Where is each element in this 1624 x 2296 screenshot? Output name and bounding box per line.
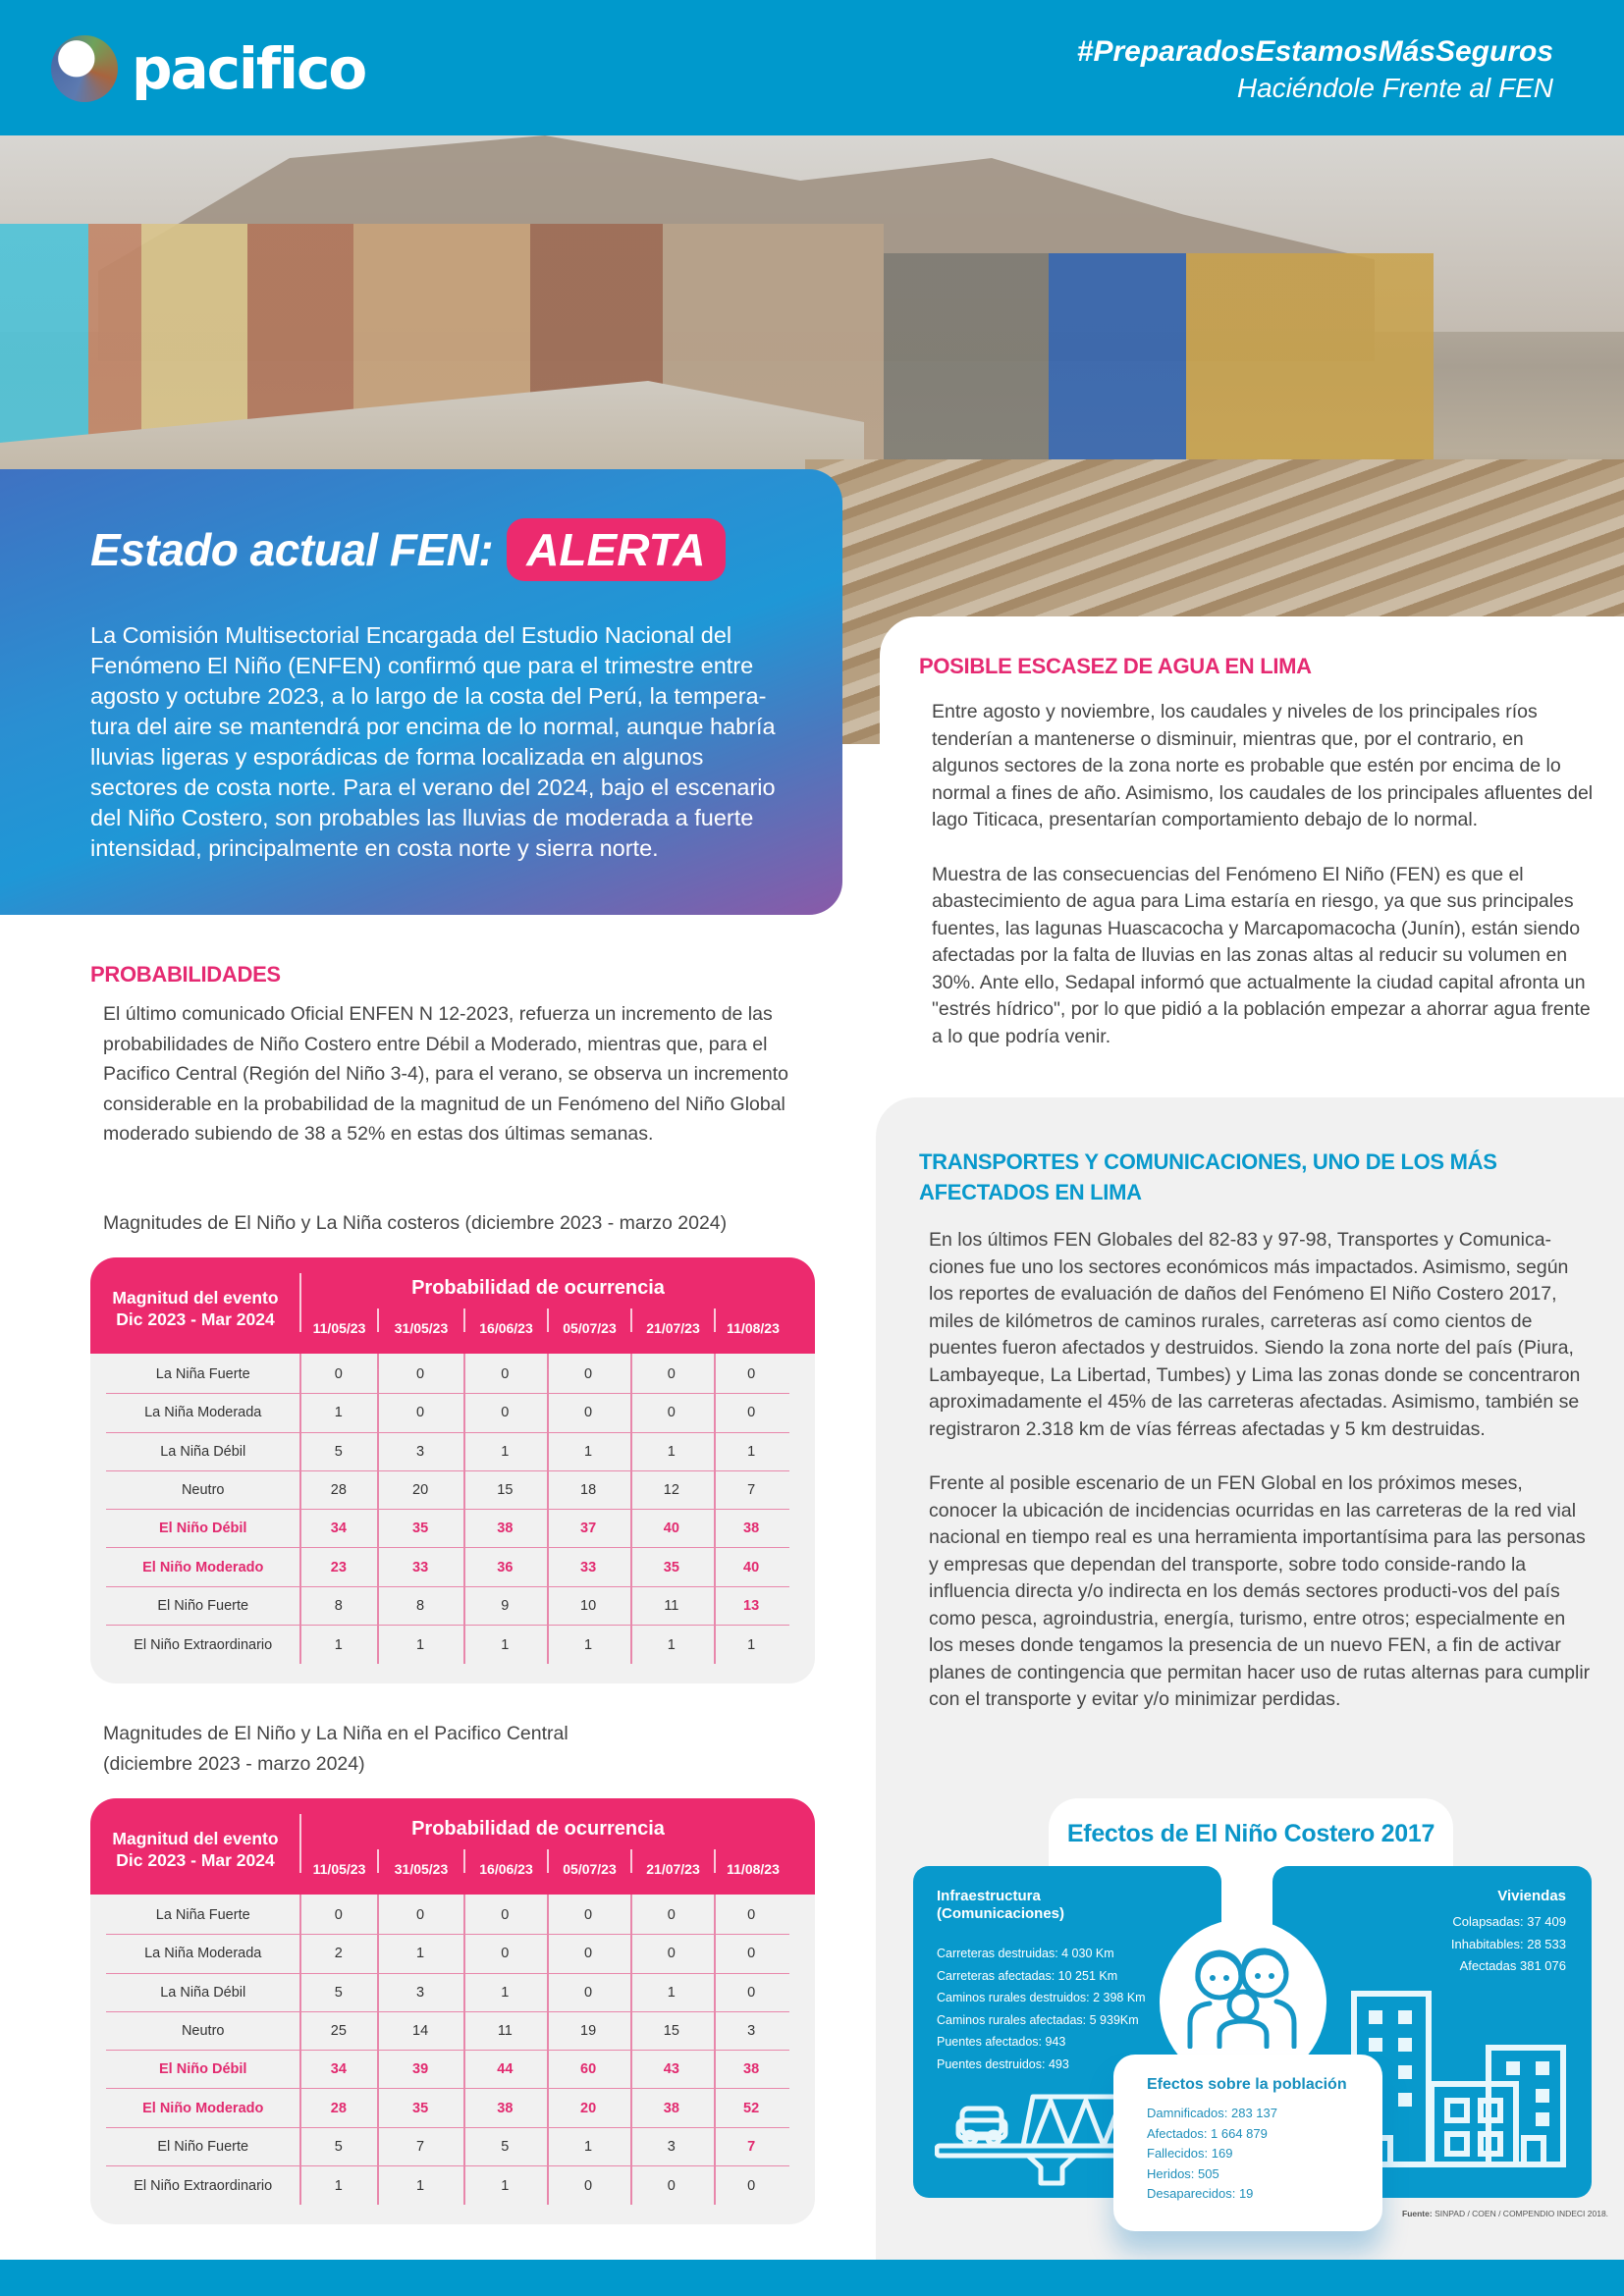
date-column-header: 11/05/23 (312, 1861, 366, 1877)
date-column-header: 21/07/23 (646, 1320, 700, 1336)
table-row (106, 2128, 789, 2166)
list-item: Colapsadas: 37 409 (1452, 1914, 1566, 1929)
family-icon (1184, 1941, 1302, 2049)
population-list (1147, 2104, 1349, 2205)
alert-body: La Comisión Multisectorial Encargada del Estudio Nacional del Fenómeno El Niño (ENFEN) confirmó que para el trimestre entre agosto y octubre 2023, a lo largo de la costa del Perú, la tempera-tura del aire se mantendrá por encima de lo normal, aunque habría lluvias ligeras y esporádicas de forma localizada en algunos sectores de costa norte. Para el verano del 2024, bajo el escenario del Niño Costero, son probables las lluvias de moderada a fuerte intensidad, principalmente en costa norte y sierra norte. (90, 622, 776, 861)
central-pacific-probability-table (90, 1798, 815, 2224)
probability-cell: 0 (667, 2177, 676, 2194)
probability-cell: 5 (501, 2138, 510, 2155)
probability-cell: 2 (334, 1946, 343, 1962)
probability-cell: 0 (667, 1946, 676, 1962)
probability-cell: 7 (747, 1482, 756, 1499)
probability-cell: 38 (497, 1521, 514, 1537)
magnitude-header: Magnitud del evento Dic 2023 - Mar 2024 (112, 1829, 279, 1870)
probability-cell: 0 (747, 1984, 756, 2001)
date-column-header: 11/08/23 (727, 1320, 780, 1336)
list-item: Puentes destruidos: 493 (937, 2056, 1069, 2071)
probability-cell: 0 (584, 1907, 593, 1924)
pacifico-logo-icon (51, 35, 118, 102)
pacifico-logo[interactable] (51, 35, 365, 102)
probability-cell: 1 (334, 1405, 343, 1421)
probability-cell: 3 (416, 1443, 425, 1460)
probability-cell: 52 (743, 2100, 760, 2116)
magnitude-header: Magnitud del evento Dic 2023 - Mar 2024 (112, 1288, 279, 1329)
probability-cell: 0 (584, 1984, 593, 2001)
hashtag: #PreparadosEstamosMásSeguros (1076, 35, 1553, 68)
table-row (106, 1974, 789, 2012)
probability-cell: 34 (330, 1521, 347, 1537)
probability-cell: 12 (663, 1482, 679, 1499)
probability-header: Probabilidad de ocurrencia (411, 1277, 665, 1299)
probability-cell: 1 (584, 2138, 593, 2155)
probability-cell: 3 (416, 1984, 425, 2001)
coastal-probability-table (90, 1257, 815, 1683)
probability-cell: 28 (330, 2100, 347, 2116)
table-2-caption: Magnitudes de El Niño y La Niña en el Pacifico Central (diciembre 2023 - marzo 2024) (103, 1723, 568, 1775)
probability-cell: 44 (497, 2061, 514, 2078)
probability-cell: 8 (334, 1597, 343, 1614)
probability-cell: 0 (501, 1366, 510, 1383)
row-label: El Niño Fuerte (157, 2138, 249, 2155)
campaign-subtitle: Haciéndole Frente al FEN (1236, 73, 1553, 103)
table-row (106, 2089, 789, 2127)
probability-cell: 35 (663, 1559, 679, 1575)
list-item: Afectados: 1 664 879 (1147, 2125, 1268, 2141)
probability-cell: 15 (663, 2023, 679, 2040)
probability-cell: 34 (330, 2061, 347, 2078)
probability-cell: 0 (416, 1366, 425, 1383)
probability-cell: 1 (501, 1636, 510, 1653)
date-column-header: 31/05/23 (394, 1320, 449, 1336)
source-note: Fuente: SINPAD / COEN / COMPENDIO INDECI 2018. (1402, 2209, 1609, 2218)
list-item: Fallecidos: 169 (1147, 2146, 1233, 2161)
table-1-caption: Magnitudes de El Niño y La Niña costeros (diciembre 2023 - marzo 2024) (103, 1212, 728, 1234)
probability-cell: 38 (743, 2061, 760, 2078)
row-label: Neutro (181, 2023, 225, 2040)
probability-cell: 35 (412, 1521, 429, 1537)
population-effects-card (1113, 2055, 1382, 2231)
transport-paragraph-1: En los últimos FEN Globales del 82-83 y 97-98, Transportes y Comunica-ciones fue uno los sectores económicos más impactados. Asimismo, según los reportes de evaluación de daños del Fenómeno El Niño Costero 2017, miles de kilómetros de caminos rurales, carreteras así como cientos de puentes fueron afectados y destruidos. Siendo la zona norte del país (Piura, Lambayeque, La Libertad, Tumbes) y Lima las zonas donde se concentraron aproximadamente el 45% de las carreteras afectadas. Asimismo, también se registraron 2.318 km de vías férreas afectadas y 5 km destruidas. (929, 1229, 1581, 1440)
probability-cell: 0 (501, 1907, 510, 1924)
probability-cell: 35 (412, 2100, 429, 2116)
table-row (106, 2051, 789, 2089)
row-label: La Niña Débil (160, 1443, 246, 1460)
date-column-header: 16/06/23 (479, 1861, 533, 1877)
table-row (106, 1548, 789, 1586)
date-headers (300, 1861, 791, 1877)
probability-cell: 25 (330, 2023, 347, 2040)
table-row (106, 2012, 789, 2051)
table-body (90, 1895, 815, 2224)
probability-header: Probabilidad de ocurrencia (411, 1818, 665, 1840)
probability-cell: 0 (334, 1366, 343, 1383)
probability-cell: 28 (330, 1482, 347, 1499)
table-row (106, 1626, 789, 1664)
probability-cell: 0 (584, 1366, 593, 1383)
probability-cell: 1 (501, 1443, 510, 1460)
alert-status-panel (0, 469, 842, 915)
row-label: El Niño Fuerte (157, 1597, 249, 1614)
list-item: Desaparecidos: 19 (1147, 2186, 1254, 2201)
table-header (90, 1798, 815, 1895)
alert-heading (90, 518, 793, 581)
date-column-header: 05/07/23 (563, 1861, 617, 1877)
date-column-header: 11/08/23 (727, 1861, 780, 1877)
probability-cell: 1 (334, 1636, 343, 1653)
probability-cell: 1 (667, 1984, 676, 2001)
list-item: Caminos rurales destruidos: 2 398 Km (937, 1991, 1146, 2004)
row-label: El Niño Moderado (142, 2100, 264, 2116)
probability-cell: 3 (747, 2023, 756, 2040)
table-row (106, 1510, 789, 1548)
list-item: Heridos: 505 (1147, 2165, 1219, 2181)
date-column-header: 16/06/23 (479, 1320, 533, 1336)
row-label: La Niña Fuerte (155, 1907, 250, 1924)
probability-cell: 5 (334, 2138, 343, 2155)
probability-cell: 37 (580, 1521, 597, 1537)
status-badge: ALERTA (507, 518, 725, 581)
date-headers (300, 1320, 791, 1336)
table-row (106, 1356, 789, 1394)
probability-cell: 1 (416, 1946, 425, 1962)
probability-cell: 0 (584, 1405, 593, 1421)
probability-cell: 0 (747, 1946, 756, 1962)
probability-cell: 1 (667, 1636, 676, 1653)
probability-cell: 1 (334, 2177, 343, 2194)
list-item: Carreteras destruidas: 4 030 Km (937, 1947, 1114, 1960)
water-shortage-section (880, 616, 1624, 1097)
row-label: El Niño Débil (159, 1521, 247, 1537)
housing-title: Viviendas (1497, 1888, 1566, 1904)
probability-cell: 0 (747, 2177, 756, 2194)
probability-cell: 19 (580, 2023, 597, 2040)
list-item: Afectadas 381 076 (1459, 1958, 1566, 1973)
date-column-header: 05/07/23 (563, 1320, 617, 1336)
probability-cell: 60 (580, 2061, 597, 2078)
list-item: Carreteras afectadas: 10 251 Km (937, 1968, 1118, 1983)
table-body (90, 1354, 815, 1683)
infographic-title: Efectos de El Niño Costero 2017 (1066, 1820, 1435, 1847)
probability-cell: 0 (416, 1907, 425, 1924)
probability-cell: 0 (747, 1405, 756, 1421)
probability-cell: 11 (664, 1597, 679, 1614)
row-label: El Niño Extraordinario (134, 1636, 273, 1653)
table-row (106, 1471, 789, 1510)
probability-cell: 0 (747, 1366, 756, 1383)
probability-cell: 38 (497, 2100, 514, 2116)
probability-cell: 0 (667, 1405, 676, 1421)
table-row (106, 2166, 789, 2205)
probability-cell: 33 (580, 1559, 597, 1575)
probability-cell: 23 (330, 1559, 347, 1575)
water-section-title: POSIBLE ESCASEZ DE AGUA EN LIMA (919, 654, 1312, 678)
probability-cell: 20 (412, 1482, 429, 1499)
footer-bar (0, 2260, 1624, 2296)
probability-cell: 14 (412, 2023, 429, 2040)
row-label: La Niña Moderada (144, 1946, 262, 1962)
probability-cell: 20 (580, 2100, 597, 2116)
probability-cell: 38 (743, 1521, 760, 1537)
water-paragraph-2: Muestra de las consecuencias del Fenómeno El Niño (FEN) es que el abastecimiento de agua para Lima estaría en riesgo, ya que sus principales fuentes, las lagunas Huascacocha y Marcapomacocha (Junín), están siendo afectadas por la falta de lluvias en las zonas altas al reducir su volumen en 30%. Ante ello, Sedapal informó que actualmente la ciudad capital afronta un "estrés hídrico", por lo que pidió a la población empezar a ahorrar agua frente a lo que podría venir. (932, 863, 1591, 1047)
row-label: La Niña Fuerte (155, 1366, 250, 1383)
table-row (106, 1587, 789, 1626)
probability-cell: 1 (747, 1443, 756, 1460)
probability-cell: 1 (747, 1636, 756, 1653)
row-label: Neutro (181, 1482, 225, 1499)
probability-cell: 7 (416, 2138, 425, 2155)
probability-cell: 9 (501, 1597, 510, 1614)
probability-cell: 5 (334, 1984, 343, 2001)
date-column-header: 21/07/23 (646, 1861, 700, 1877)
water-paragraph-1: Entre agosto y noviembre, los caudales y niveles de los principales ríos tenderían a mantenerse o disminuir, mientras que, por el contrario, en algunos sectores de la zona norte es probable que estén por encima de lo normal a fines de año. Asimismo, los caudales de los principales afluentes del lago Titicaca, presentarían comportamiento debajo de lo normal. (932, 701, 1594, 830)
probability-cell: 0 (584, 1946, 593, 1962)
transport-section-title: TRANSPORTES Y COMUNICACIONES, UNO DE LOS MÁS AFECTADOS EN LIMA (919, 1149, 1497, 1204)
probability-cell: 36 (497, 1559, 514, 1575)
probability-cell: 5 (334, 1443, 343, 1460)
probability-cell: 33 (412, 1559, 429, 1575)
probability-cell: 0 (501, 1405, 510, 1421)
table-row (106, 1394, 789, 1432)
probability-cell: 1 (416, 1636, 425, 1653)
probability-cell: 40 (663, 1521, 679, 1537)
table-row (106, 1433, 789, 1471)
housing-list (1298, 1911, 1566, 1978)
probability-cell: 11 (497, 2023, 513, 2040)
probability-cell: 1 (416, 2177, 425, 2194)
probability-cell: 0 (334, 1907, 343, 1924)
list-item: Damnificados: 283 137 (1147, 2106, 1277, 2120)
date-column-header: 11/05/23 (312, 1320, 366, 1336)
probability-cell: 0 (667, 1907, 676, 1924)
probability-cell: 40 (743, 1559, 760, 1575)
table-row (106, 1896, 789, 1935)
table-header (90, 1257, 815, 1354)
probabilities-intro: El último comunicado Oficial ENFEN N 12-2023, refuerza un incremento de las probabilidades de Niño Costero entre Débil a Moderado, mientras que, para el Pacifico Central (Región del Niño 3-4), para el verano, se observa un incremento considerable en la probabilidad de la magnitud de un Fenómeno del Niño Global moderado subiendo de 38 a 52% en estas dos últimas semanas. (103, 1003, 789, 1145)
probability-cell: 0 (501, 1946, 510, 1962)
probability-cell: 0 (584, 2177, 593, 2194)
list-item: Caminos rurales afectadas: 5 939Km (937, 2012, 1139, 2027)
row-label: El Niño Débil (159, 2061, 247, 2078)
probability-cell: 1 (584, 1636, 593, 1653)
table-row (106, 1935, 789, 1973)
probability-cell: 15 (497, 1482, 514, 1499)
header-bar (0, 0, 1624, 135)
row-label: La Niña Débil (160, 1984, 246, 2001)
date-column-header: 31/05/23 (394, 1861, 449, 1877)
row-label: El Niño Moderado (142, 1559, 264, 1575)
probability-cell: 1 (501, 1984, 510, 2001)
probability-cell: 3 (667, 2138, 676, 2155)
transport-paragraph-2: Frente al posible escenario de un FEN Global en los próximos meses, conocer la ubicación de incidencias ocurridas en las carreteras de la red vial nacional en tiempo real es una herramienta importantísima para las personas y empresas que dependan del transporte, sobre todo conside-rando la influencia directa y/o indirecta en los demás sectores producti-vos del país como pesca, agroindustria, energía, turismo, entre otros; especialmente en los meses donde tengamos la presencia de un nuevo FEN, a fin de activar planes de contingencia que permitan hacer uso de rutas alternas para cumplir con el transporte y evitar y/o minimizar perdidas. (929, 1472, 1591, 1710)
probability-cell: 1 (501, 2177, 510, 2194)
probability-cell: 39 (412, 2061, 429, 2078)
probability-cell: 7 (747, 2138, 756, 2155)
buildings-icon (1351, 1991, 1577, 2167)
brand-name: pacifico (132, 35, 366, 102)
infrastructure-title: Infraestructura (Comunicaciones) (937, 1888, 1065, 1922)
row-label: El Niño Extraordinario (134, 2177, 273, 2194)
list-item: Puentes afectados: 943 (937, 2035, 1066, 2049)
probability-cell: 0 (747, 1907, 756, 1924)
row-label: La Niña Moderada (144, 1405, 262, 1421)
probability-cell: 0 (416, 1405, 425, 1421)
probability-cell: 10 (580, 1597, 597, 1614)
campaign-tagline (1077, 33, 1553, 106)
list-item: Inhabitables: 28 533 (1450, 1936, 1566, 1951)
probability-cell: 38 (663, 2100, 679, 2116)
probability-cell: 8 (416, 1597, 425, 1614)
probability-cell: 0 (667, 1366, 676, 1383)
probability-cell: 43 (663, 2061, 679, 2078)
alert-title: Estado actual FEN: (90, 524, 494, 575)
probability-cell: 1 (667, 1443, 676, 1460)
probability-cell: 18 (580, 1482, 597, 1499)
probability-cell: 1 (584, 1443, 593, 1460)
population-title: Efectos sobre la población (1147, 2076, 1347, 2093)
probabilities-title: PROBABILIDADES (90, 962, 281, 987)
probability-cell: 13 (743, 1597, 760, 1614)
